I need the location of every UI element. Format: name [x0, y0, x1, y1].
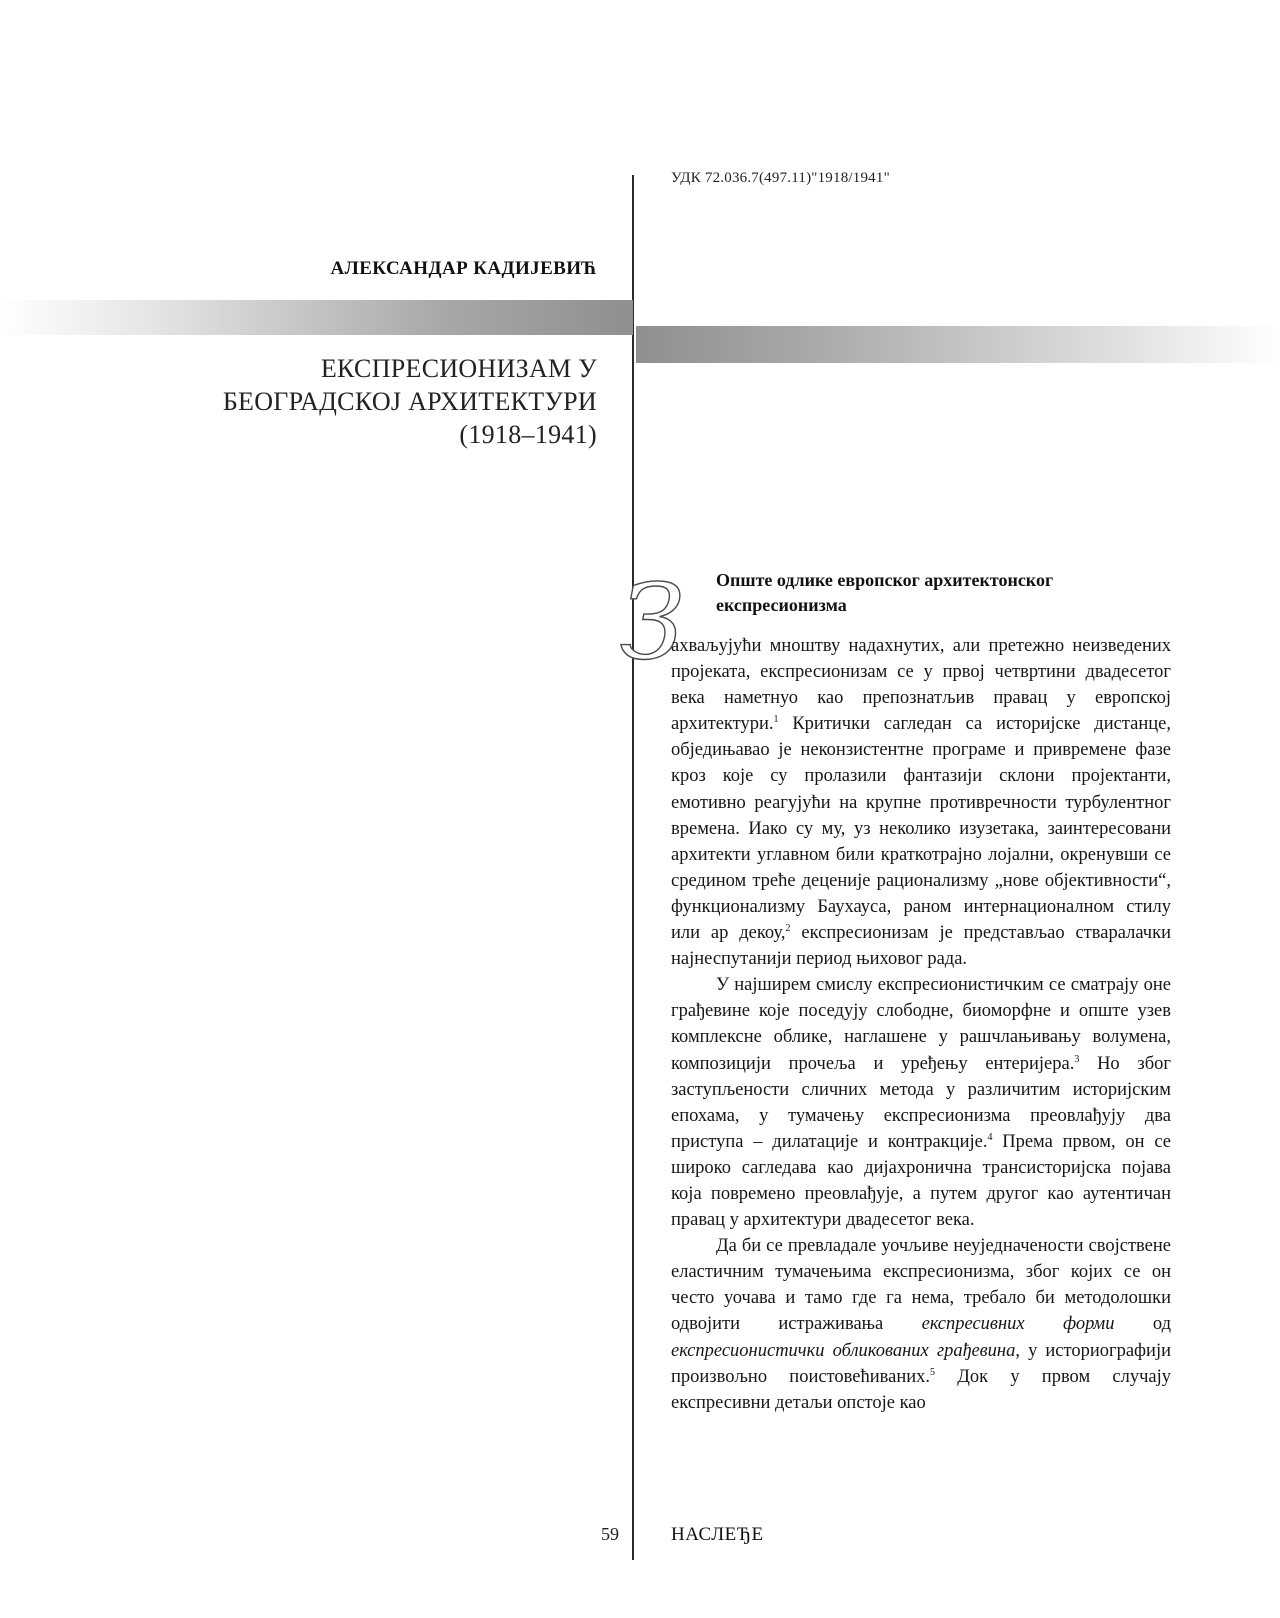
emphasis-expressionist-buildings: експресионистички обликованих грађевина: [671, 1340, 1016, 1361]
footnote-ref-1[interactable]: 1: [773, 714, 779, 726]
vertical-divider: [632, 175, 634, 1560]
paragraph-1: [671, 633, 1171, 972]
footnote-ref-2[interactable]: 2: [785, 923, 791, 935]
title-line-1: ЕКСПРЕСИОНИЗАМ У: [320, 354, 597, 383]
udk-classification: УДК 72.036.7(497.11)"1918/1941": [671, 170, 890, 186]
gradient-band-left: [0, 300, 633, 335]
author-name: АЛЕКСАНДАР КАДИЈЕВИЋ: [330, 258, 597, 279]
paragraph-3-text-b: од: [1114, 1314, 1172, 1335]
paragraph-1-text-a: ахваљујући мноштву надахнутих, али претежно неизведених пројеката, експресионизам се у првој четвртини двадесетог века наметнуо као препознатљив правац у европској архитектури.: [671, 636, 1171, 735]
paragraph-1-text-b: Критички сагледан са историјске дистанце, обједињавао је неконзистентне програме и привремене фазе кроз које су пролазили фантазији склони пројектанти, емотивно реагујући на крупне противречности турбулентног времена. Иако су му, уз неколико изузетака, заинтересовани архитекти углавном били краткотрајно лојални, окренувши се средином треће деценије рационализму „нове објективности“, функционализму Баухауса, раном интернационалном стилу или ар декоу,: [671, 714, 1171, 944]
page-number: 59: [601, 1524, 619, 1544]
footnote-ref-5[interactable]: 5: [930, 1366, 936, 1378]
paragraph-1-text-c: експресионизам је представљао стваралачки најнеспутанији период њиховог рада.: [671, 923, 1171, 970]
paragraph-3-text-d: Док у првом случају експресивни детаљи опстоје као: [671, 1366, 1171, 1413]
paragraph-2-text-c: Према првом, он се широко сагледава као дијахронична трансисторијска појава која повремено преовлађује, а путем другог као аутентичан правац у архитектури двадесетог века.: [671, 1131, 1171, 1231]
paragraph-2-text-a: У најширем смислу експресионистичким се сматрају оне грађевине које поседују слободне, биоморфне и опште узев комплексне облике, наглашене у рашчлањивању волумена, композицији прочеља и уређењу ентеријера.: [671, 975, 1171, 1074]
emphasis-expressive-forms: експресивних форми: [921, 1314, 1115, 1335]
article-body: [671, 633, 1171, 1416]
section-heading: Опште одлике европског архитектонског експресионизма: [716, 570, 1054, 615]
drop-cap: З: [620, 561, 685, 683]
title-line-2: БЕОГРАДСКОЈ АРХИТЕКТУРИ: [222, 387, 597, 416]
footnote-ref-4[interactable]: 4: [987, 1131, 993, 1143]
article-title: [223, 352, 597, 451]
paragraph-3-text-a: Да би се превладале уочљиве неуједначености својствене еластичним тумачењима експресионизма, због којих се он често уочава и тамо где га нема, требало би методолошки одвојити истраживања: [671, 1236, 1171, 1335]
title-line-3: (1918–1941): [459, 420, 597, 449]
paragraph-2-text-b: Но због заступљености сличних метода у различитим историјским епохама, у тумачењу експресионизма преовлађују два приступа – дилатације и контракције.: [671, 1053, 1171, 1152]
gradient-band-right: [636, 326, 1280, 363]
paragraph-2: [671, 972, 1171, 1233]
paragraph-3: [671, 1233, 1171, 1416]
footnote-ref-3[interactable]: 3: [1074, 1053, 1080, 1065]
journal-name: НАСЛЕЂЕ: [671, 1524, 764, 1545]
paragraph-3-text-c: , у историографији произвољно поистовећиваних.: [671, 1340, 1171, 1387]
